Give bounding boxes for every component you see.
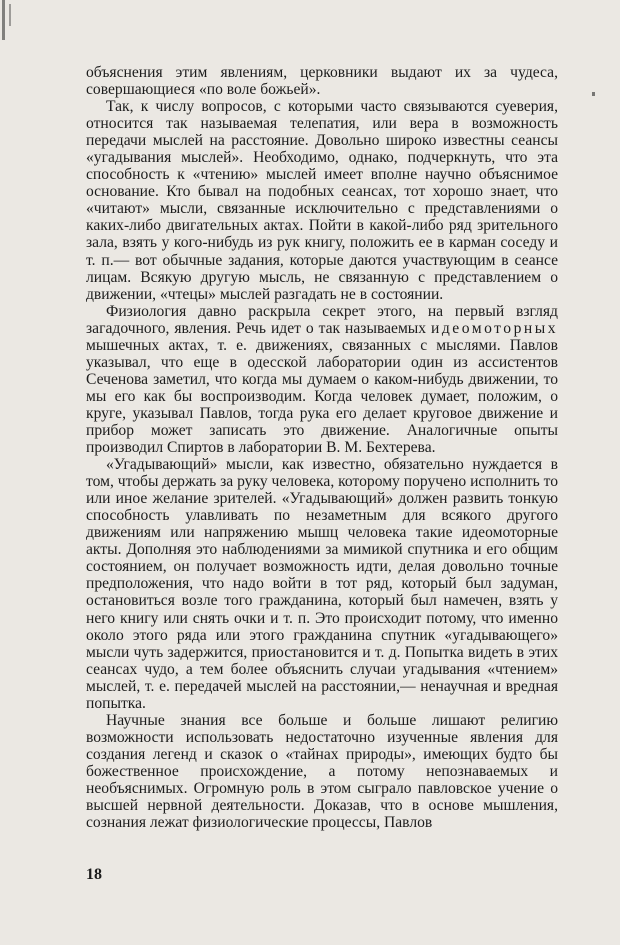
scan-edge-mark-right [592, 92, 595, 96]
paragraph-3-text-a: Физиология давно раскрыла секрет этого, на первый взгляд загадочного, явления. Речь идет о так называемых [86, 302, 558, 337]
paragraph-5 [86, 712, 558, 831]
paragraph-5-text: Научные знания все больше и больше лишают религию возможности использовать недостаточно изученные явления для создания легенд и сказок о «тайнах природы», имеющих будто бы божественное происхождение, а потому непознаваемых и необъяснимых. Огромную роль в этом сыграло павловское учение о высшей нервной деятельности. Доказав, что в основе мышления, сознания лежат физиологические процессы, Павлов [86, 711, 558, 832]
scan-edge-mark-top-left-2 [9, 4, 11, 26]
paragraph-1-text: объяснения этим явлениям, церковники выдают их за чудеса, совершающиеся «по воле божьей». [86, 64, 558, 99]
paragraph-4-text: «Угадывающий» мысли, как известно, обязательно нуждается в том, чтобы держать за руку человека, которому поручено исполнить то или иное желание зрителей. «Угадывающий» должен развить тонкую способность улавливать по незаметным для всякого другого движениям или напряжению мышц человека такие идеомоторные акты. Дополняя это наблюдениями за мимикой спутника и его общим состоянием, он получает возможность идти, делая довольно точные предположения, что надо войти в тот ряд, который был задуман, остановиться возле того гражданина, который был намечен, взять у него книгу или снять очки и т. п. Это происходит потому, что именно около этого ряда или этого гражданина спутник «угадывающего» мысли чуть задержится, приостановится и т. д. Попытка видеть в этих сеансах чудо, а тем более объяснить случаи угадывания «чтением» мыслей, т. е. передачей мыслей на расстоянии,— ненаучная и вредная попытка. [86, 456, 558, 712]
paragraph-3-emphasis: идеомоторных [431, 319, 558, 337]
paragraph-3-text-b: мышечных актах, т. е. движениях, связанных с мыслями. Павлов указывал, что еще в одесской лаборатории один из ассистентов Сеченова заметил, что когда мы думаем о каком-нибудь движении, то мы его как бы воспроизводим. Когда человек думает, положим, о круге, указывал Павлов, тогда рука его делает круговое движение и прибор может записать это движение. Аналогичные опыты производил Спиртов в лаборатории В. М. Бехтерева. [86, 336, 558, 457]
body-text [86, 64, 558, 831]
paragraph-2 [86, 98, 558, 303]
paragraph-4 [86, 456, 558, 712]
scan-edge-mark-top-left [2, 0, 5, 40]
paragraph-1 [86, 64, 558, 98]
page-number: 18 [86, 866, 102, 883]
paragraph-3 [86, 303, 558, 456]
paragraph-2-text: Так, к числу вопросов, с которыми часто связываются суеверия, относится так называемая телепатия, или вера в возможность передачи мыслей на расстояние. Довольно широко известны сеансы «угадывания мыслей». Необходимо, однако, подчеркнуть, что эта способность к «чтению» мыслей имеет вполне научно объяснимое основание. Кто бывал на подобных сеансах, тот хорошо знает, что «читают» мысли, связанные исключительно с представлениями о каких-либо двигательных актах. Пойти в какой-либо ряд зрительного зала, взять у кого-нибудь из рук книгу, положить ее в карман соседу и т. п.— вот обычные задания, которые даются участвующим в сеансе лицам. Всякую другую мысль, не связанную с представлением о движении, «чтецы» мыслей разгадать не в состоянии. [86, 98, 558, 303]
